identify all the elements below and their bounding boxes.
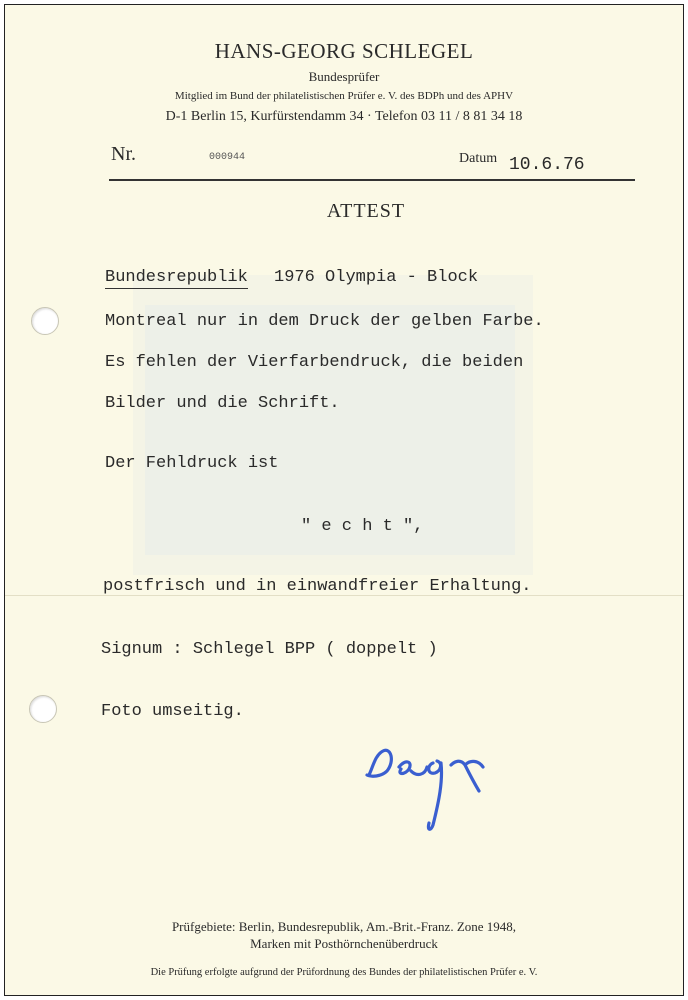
subject-country: Bundesrepublik xyxy=(105,268,248,287)
header-rule xyxy=(109,179,635,181)
verdict-echt: " e c h t ", xyxy=(301,517,424,536)
letterhead-membership: Mitglied im Bund der philatelistischen Prüfer e. V. des BDPh und des APHV xyxy=(174,90,514,102)
body-line-5: Der Fehldruck ist xyxy=(105,454,279,473)
body-line-6: postfrisch und in einwandfreier Erhaltung. xyxy=(103,577,532,596)
punch-hole-top xyxy=(31,307,59,335)
body-line-1 xyxy=(105,268,478,287)
footer-line-1: Prüfgebiete: Berlin, Bundesrepublik, Am.-Brit.-Franz. Zone 1948, xyxy=(171,919,517,934)
footer-line-2: Marken mit Posthörnchenüberdruck xyxy=(250,936,438,951)
body-line-8: Foto umseitig. xyxy=(101,702,244,721)
subject-issue: 1976 Olympia - Block xyxy=(274,268,479,287)
letterhead-address: D-1 Berlin 15, Kurfürstendamm 34 · Telefon 03 11 / 8 81 34 18 xyxy=(165,109,523,124)
footer-line-3: Die Prüfung erfolgte aufgrund der Prüfordnung des Bundes der philatelistischen Prüfer e. V. xyxy=(150,967,538,978)
body-line-2: Montreal nur in dem Druck der gelben Farbe. xyxy=(105,312,544,331)
attest-document xyxy=(4,4,684,996)
nr-label: Nr. xyxy=(111,143,136,165)
punch-hole-bottom xyxy=(29,695,57,723)
letterhead-name: HANS-GEORG SCHLEGEL xyxy=(214,39,474,63)
nr-value: 000944 xyxy=(209,152,246,163)
document-heading: ATTEST xyxy=(326,200,406,222)
datum-value: 10.6.76 xyxy=(509,155,585,175)
datum-label: Datum xyxy=(459,151,498,166)
body-line-7: Signum : Schlegel BPP ( doppelt ) xyxy=(101,640,438,659)
body-line-3: Es fehlen der Vierfarbendruck, die beiden xyxy=(105,353,524,372)
handwritten-signature xyxy=(361,741,501,841)
body-line-4: Bilder und die Schrift. xyxy=(105,394,340,413)
letterhead-title: Bundesprüfer xyxy=(308,69,380,84)
